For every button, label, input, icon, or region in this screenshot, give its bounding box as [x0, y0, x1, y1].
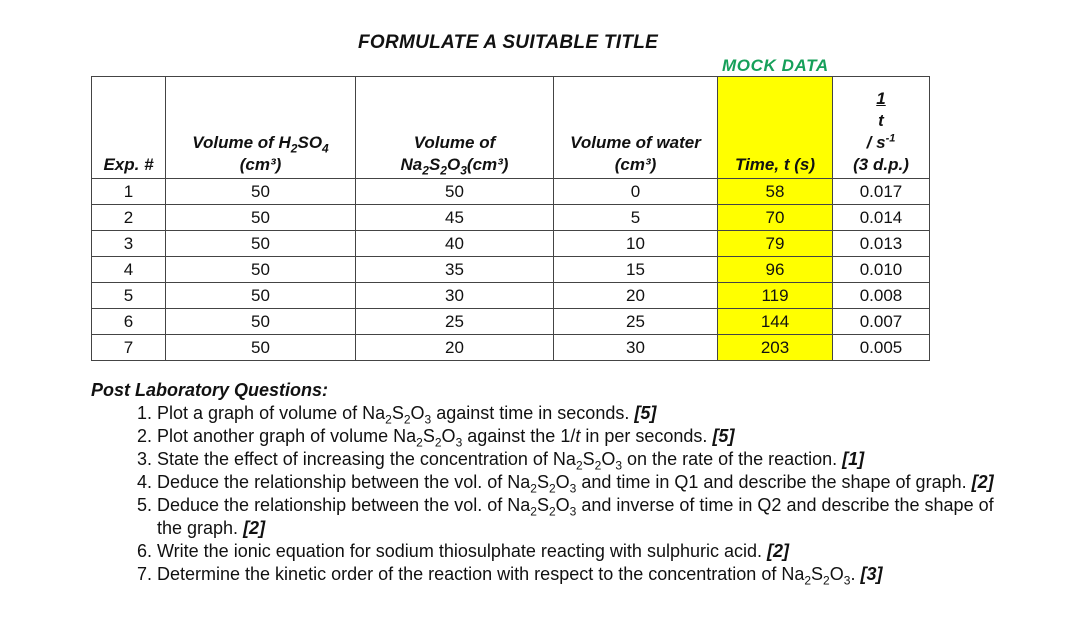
- marks-label: [3]: [860, 564, 883, 584]
- page-title: FORMULATE A SUITABLE TITLE: [358, 32, 659, 53]
- cell-inv: 0.017: [833, 179, 930, 205]
- cell-exp: 7: [92, 335, 166, 361]
- cell-thio: 40: [356, 231, 554, 257]
- question-item: 1. Plot a graph of volume of $Na_2S_2O_3$ against time in seconds. [5]: [157, 402, 997, 425]
- marks-label: [2]: [243, 518, 266, 538]
- cell-thio: 25: [356, 309, 554, 335]
- cell-h2so4: 50: [166, 205, 356, 231]
- cell-time: 96: [718, 257, 833, 283]
- cell-time: 58: [718, 179, 833, 205]
- cell-h2so4: 50: [166, 231, 356, 257]
- marks-label: [2]: [767, 541, 789, 561]
- cell-inv: 0.013: [833, 231, 930, 257]
- cell-h2so4: 50: [166, 309, 356, 335]
- cell-thio: 20: [356, 335, 554, 361]
- cell-water: 5: [554, 205, 718, 231]
- cell-exp: 5: [92, 283, 166, 309]
- marks-label: [5]: [634, 403, 657, 423]
- table-row: [92, 179, 930, 205]
- cell-inv: 0.010: [833, 257, 930, 283]
- cell-water: 15: [554, 257, 718, 283]
- cell-inv: 0.008: [833, 283, 930, 309]
- header-time: Time, t (s): [718, 77, 833, 179]
- cell-thio: 35: [356, 257, 554, 283]
- cell-time: 79: [718, 231, 833, 257]
- cell-inv: 0.014: [833, 205, 930, 231]
- table-row: [92, 283, 930, 309]
- cell-exp: 2: [92, 205, 166, 231]
- table-row: [92, 205, 930, 231]
- table-row: [92, 257, 930, 283]
- cell-time: 70: [718, 205, 833, 231]
- marks-label: [5]: [712, 426, 735, 446]
- header-h2so4: Volume of $H_2SO_4$ (cm³): [166, 77, 356, 179]
- cell-time: 203: [718, 335, 833, 361]
- question-item: 3. State the effect of increasing the concentration of $Na_2S_2O_3$ on the rate of the reaction. [1]: [157, 448, 997, 471]
- marks-label: [2]: [971, 472, 994, 492]
- cell-thio: 50: [356, 179, 554, 205]
- header-inverse-time: 1 t / $s^{-1}$ (3 d.p.): [833, 77, 930, 179]
- cell-h2so4: 50: [166, 335, 356, 361]
- cell-exp: 6: [92, 309, 166, 335]
- table-row: [92, 309, 930, 335]
- data-table: [91, 76, 930, 361]
- table-body: [92, 179, 930, 361]
- question-item: 7. Determine the kinetic order of the reaction with respect to the concentration of $Na_2S_2O_3$. [3]: [157, 563, 997, 586]
- header-thiosulphate: Volume of $Na_2S_2O_3(cm^3)$: [356, 77, 554, 179]
- table-header-row: [92, 77, 930, 179]
- cell-water: 20: [554, 283, 718, 309]
- cell-water: 0: [554, 179, 718, 205]
- cell-water: 10: [554, 231, 718, 257]
- question-item: 6. Write the ionic equation for sodium thiosulphate reacting with sulphuric acid. [2]: [157, 540, 997, 563]
- questions-title: Post Laboratory Questions:: [91, 380, 329, 400]
- marks-label: [1]: [842, 449, 865, 469]
- cell-time: 119: [718, 283, 833, 309]
- cell-inv: 0.005: [833, 335, 930, 361]
- header-water: Volume of water (cm³): [554, 77, 718, 179]
- cell-thio: 30: [356, 283, 554, 309]
- mock-data-label: MOCK DATA: [722, 56, 829, 75]
- table-row: [92, 231, 930, 257]
- cell-exp: 3: [92, 231, 166, 257]
- cell-exp: 1: [92, 179, 166, 205]
- cell-inv: 0.007: [833, 309, 930, 335]
- table-row: [92, 335, 930, 361]
- cell-water: 25: [554, 309, 718, 335]
- question-item: 4. Deduce the relationship between the vol. of $Na_2S_2O_3$ and time in Q1 and describe the shape of graph. [2]: [157, 471, 997, 494]
- question-item: 5. Deduce the relationship between the vol. of $Na_2S_2O_3$ and inverse of time in Q2 and describe the shape of the graph. [2]: [157, 494, 997, 540]
- cell-time: 144: [718, 309, 833, 335]
- questions-list: [115, 402, 997, 586]
- cell-thio: 45: [356, 205, 554, 231]
- cell-h2so4: 50: [166, 179, 356, 205]
- cell-h2so4: 50: [166, 283, 356, 309]
- header-exp: Exp. #: [92, 77, 166, 179]
- cell-exp: 4: [92, 257, 166, 283]
- cell-h2so4: 50: [166, 257, 356, 283]
- question-item: 2. Plot another graph of volume $Na_2S_2O_3$ against the 1/t in per seconds. [5]: [157, 425, 997, 448]
- cell-water: 30: [554, 335, 718, 361]
